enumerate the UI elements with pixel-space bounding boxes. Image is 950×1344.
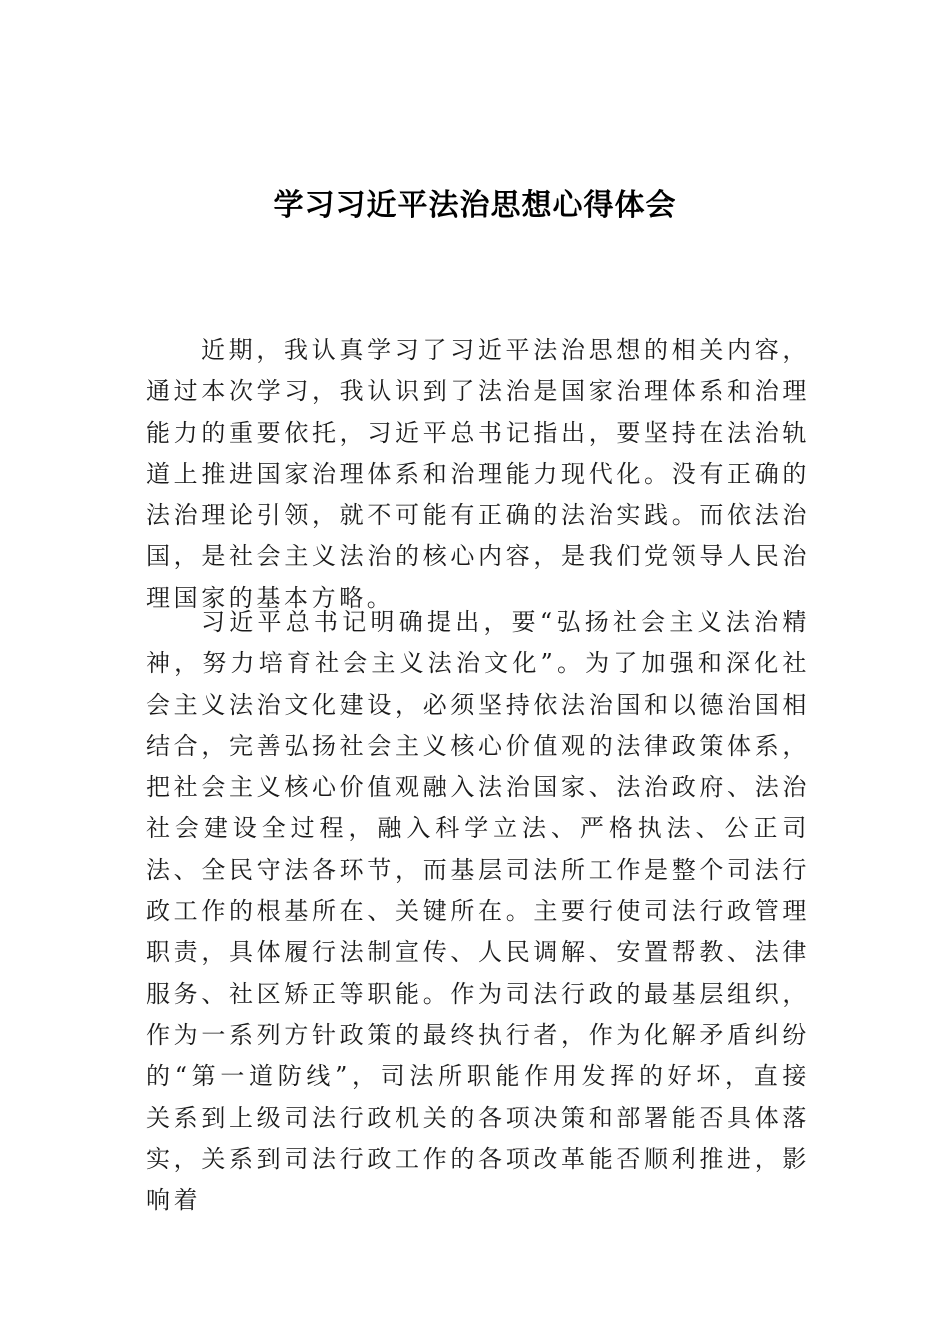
- body-paragraph: 习近平总书记明确提出，要“弘扬社会主义法治精神，努力培育社会主义法治文化”。为了加强和深化社会主义法治文化建设，必须坚持依法治国和以德治国相结合，完善弘扬社会主义核心价值观的法律政策体系，把社会主义核心价值观融入法治国家、法治政府、法治社会建设全过程，融入科学立法、严格执法、公正司法、全民守法各环节，而基层司法所工作是整个司法行政工作的根基所在、关键所在。主要行使司法行政管理职责，具体履行法制宣传、人民调解、安置帮教、法律服务、社区矫正等职能。作为司法行政的最基层组织，作为一系列方针政策的最终执行者，作为化解矛盾纠纷的“第一道防线”，司法所职能作用发挥的好坏，直接关系到上级司法行政机关的各项决策和部署能否具体落实，关系到司法行政工作的各项改革能否顺利推进，影响着: [146, 608, 810, 1215]
- document-title: 学习习近平法治思想心得体会: [273, 188, 677, 223]
- body-paragraph: 近期，我认真学习了习近平法治思想的相关内容，通过本次学习，我认识到了法治是国家治理体系和治理能力的重要依托，习近平总书记指出，要坚持在法治轨道上推进国家治理体系和治理能力现代化。没有正确的法治理论引领，就不可能有正确的法治实践。而依法治国，是社会主义法治的核心内容，是我们党领导人民治理国家的基本方略。: [146, 336, 810, 612]
